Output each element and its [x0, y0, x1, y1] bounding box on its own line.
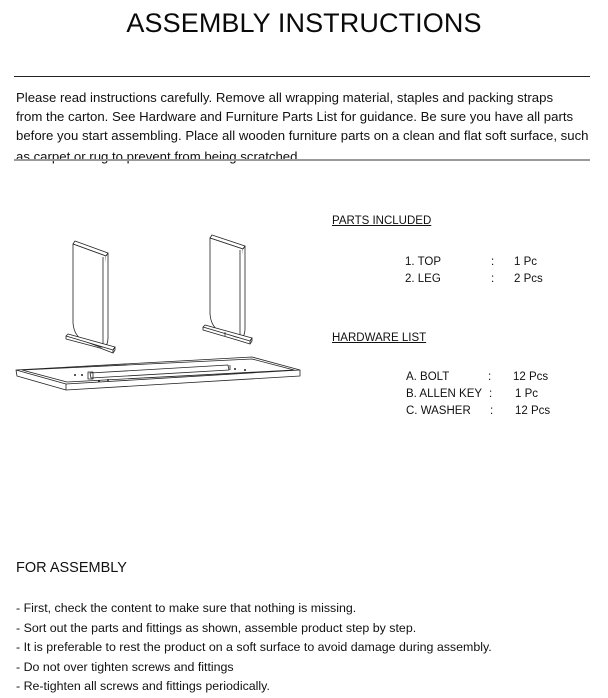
- hardware-name: A. BOLT: [406, 371, 450, 383]
- assembly-step: - Re-tighten all screws and fittings periodically.: [16, 679, 270, 693]
- hardware-name: C. WASHER: [406, 405, 471, 417]
- page-title: ASSEMBLY INSTRUCTIONS: [126, 8, 482, 38]
- hardware-list-heading: HARDWARE LIST: [332, 332, 427, 344]
- intro-line: Please read instructions carefully. Remove all wrapping material, staples and packing straps: [16, 90, 554, 105]
- leg-right-icon: [203, 235, 252, 344]
- hardware-quantity: 12 Pcs: [515, 405, 551, 417]
- parts-included-heading: PARTS INCLUDED: [332, 215, 432, 227]
- top-divider: [14, 76, 590, 77]
- intro-line: as carpet or rug to prevent from being scratched.: [16, 149, 302, 164]
- assembly-steps: [16, 599, 492, 697]
- intro-line: before you start assembling. Place all wooden furniture parts on a clean and flat soft surface, such: [16, 128, 589, 143]
- assembly-heading: FOR ASSEMBLY: [16, 560, 127, 576]
- hardware-quantity: 12 Pcs: [513, 371, 549, 383]
- separator: :: [489, 388, 493, 400]
- assembly-step: - Do not over tighten screws and fittings: [16, 659, 234, 674]
- intro-divider: [14, 159, 590, 161]
- part-name: 2. LEG: [405, 273, 441, 285]
- separator: :: [491, 273, 495, 285]
- assembly-step: - Sort out the parts and fittings as shown, assemble product step by step.: [16, 620, 417, 635]
- hardware-quantity: 1 Pc: [515, 388, 539, 400]
- intro-line: from the carton. See Hardware and Furniture Parts List for guidance. Be sure you have all parts: [16, 109, 574, 124]
- parts-illustration: [0, 220, 320, 400]
- intro-paragraph: [16, 88, 596, 166]
- part-quantity: 2 Pcs: [514, 273, 543, 285]
- separator: :: [488, 371, 492, 383]
- separator: :: [490, 405, 494, 417]
- assembly-step: - It is preferable to rest the product on a soft surface to avoid damage during assembly.: [16, 640, 492, 654]
- part-name: 1. TOP: [405, 256, 442, 268]
- separator: :: [491, 256, 495, 268]
- part-quantity: 1 Pc: [514, 256, 538, 268]
- leg-left-icon: [66, 241, 115, 353]
- table-top-icon: [16, 357, 300, 390]
- hardware-name: B. ALLEN KEY: [406, 388, 483, 400]
- assembly-step: - First, check the content to make sure that nothing is missing.: [16, 601, 357, 615]
